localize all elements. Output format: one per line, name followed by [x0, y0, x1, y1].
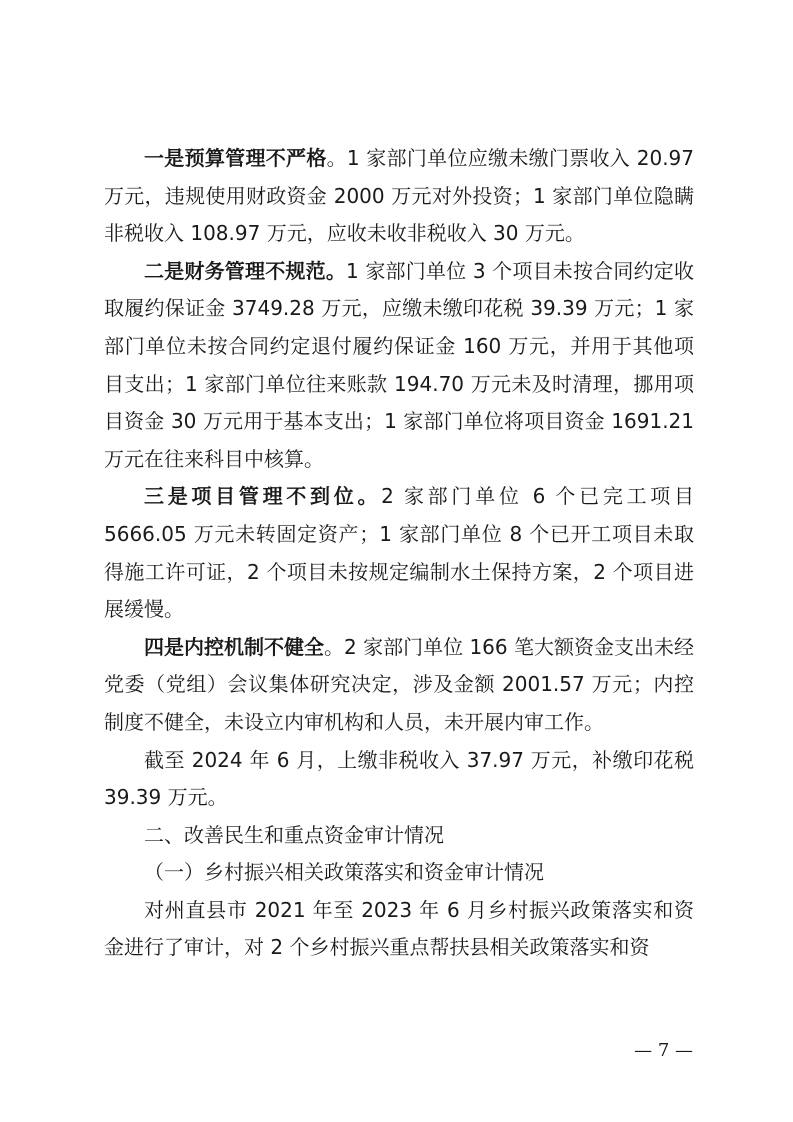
paragraph-rural-revitalization: 对州直县市 2021 年至 2023 年 6 月乡村振兴政策落实和资金进行了审计，对 2 个乡村振兴重点帮扶县相关政策落实和资 [104, 897, 694, 960]
section-heading: 二、改善民生和重点资金审计情况 [144, 822, 444, 847]
paragraph-internal-control [104, 629, 694, 742]
document-body [104, 140, 694, 967]
paragraph-rectification: 截至 2024 年 6 月，上缴非税收入 37.97 万元，补缴印花税 39.39 万元。 [104, 747, 694, 810]
paragraph-financial-management [104, 253, 694, 479]
paragraph-lead: 二是财务管理不规范。 [144, 258, 347, 283]
paragraph-project-management [104, 478, 694, 628]
paragraph-text: 。1 家部门单位应缴未缴门票收入 20.97 万元，违规使用财政资金 2000 万元对外投资；1 家部门单位隐瞒非税收入 108.97 万元，应收未收非税收入 30 万元。 [104, 146, 695, 246]
paragraph-lead: 一是预算管理不严格 [144, 146, 327, 170]
paragraph-lead: 三是项目管理不到位。 [144, 484, 382, 509]
subsection-heading: （一）乡村振兴相关政策落实和资金审计情况 [144, 860, 544, 885]
page-number: — 7 — [634, 1040, 693, 1061]
paragraph-text: 2 家部门单位 6 个已完工项目 5666.05 万元未转固定资产；1 家部门单位 8 个已开工项目未取得施工许可证，2 个项目未按规定编制水土保持方案，2 个项目进展缓慢。 [104, 484, 695, 622]
paragraph-lead: 四是内控机制不健全 [144, 634, 325, 659]
paragraph-text: 1 家部门单位 3 个项目未按合同约定收取履约保证金 3749.28 万元，应缴未缴印花税 39.39 万元；1 家部门单位未按合同约定退付履约保证金 160 万元，并用于其他项目支出；1 家部门单位往来账款 194.70 万元未及时清理，挪用项目资金 30 万元用于基本支出；1 家部门单位将项目资金 1691.21 万元在往来科目中核算。 [104, 258, 694, 471]
paragraph-text: 。2 家部门单位 166 笔大额资金支出未经党委（党组）会议集体研究决定，涉及金额 2001.57 万元；内控制度不健全，未设立内审机构和人员，未开展内审工作。 [104, 634, 694, 734]
paragraph-budget-management [104, 140, 694, 253]
